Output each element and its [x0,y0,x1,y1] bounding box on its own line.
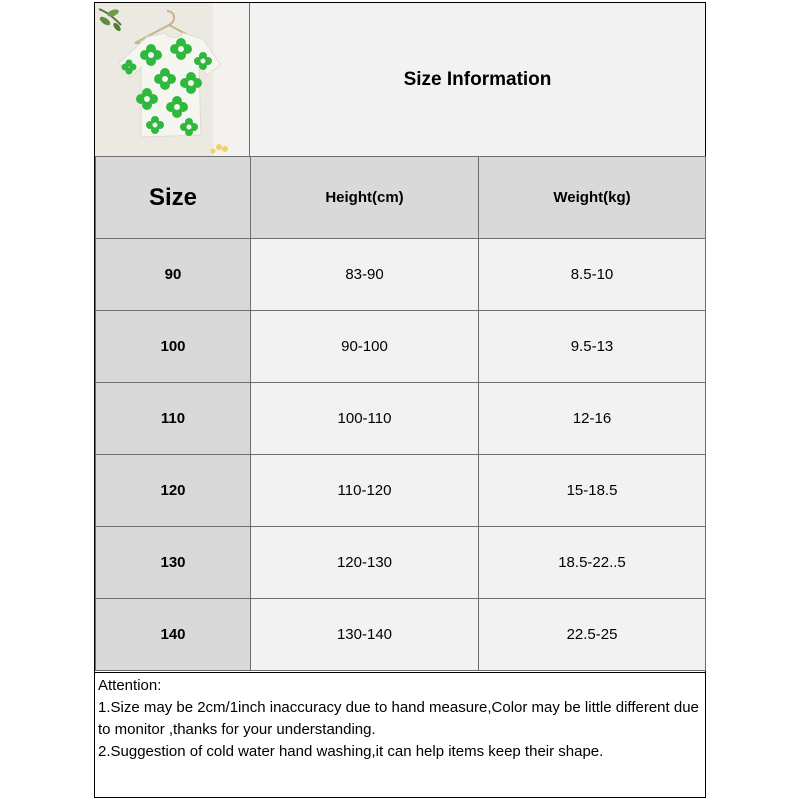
table-row [96,527,706,599]
attention-note-1: 1.Size may be 2cm/1inch inaccuracy due to hand measure,Color may be little different due to monitor ,thanks for your understanding. [98,699,699,738]
header-size: Size [96,157,251,239]
height-cell: 130-140 [251,599,479,671]
table-row [96,455,706,527]
weight-cell: 18.5-22..5 [479,527,706,599]
table-row [96,239,706,311]
page-title: Size Information [403,68,552,90]
height-cell: 120-130 [251,527,479,599]
table-row [96,383,706,455]
weight-cell: 15-18.5 [479,455,706,527]
height-cell: 100-110 [251,383,479,455]
size-cell: 140 [96,599,251,671]
title-cell [250,3,705,156]
product-photo [95,3,250,156]
height-cell: 90-100 [251,311,479,383]
header-height: Height(cm) [251,157,479,239]
size-cell: 90 [96,239,251,311]
size-cell: 130 [96,527,251,599]
table-header-row [96,157,706,239]
size-cell: 110 [96,383,251,455]
weight-cell: 22.5-25 [479,599,706,671]
size-table [95,156,706,671]
attention-notes [95,672,705,797]
header-area [95,3,705,156]
attention-label: Attention: [98,677,162,694]
size-cell: 100 [96,311,251,383]
weight-cell: 12-16 [479,383,706,455]
table-row [96,599,706,671]
product-photo-illustration [95,3,249,156]
size-cell: 120 [96,455,251,527]
table-row [96,311,706,383]
header-weight: Weight(kg) [479,157,706,239]
attention-note-2: 2.Suggestion of cold water hand washing,it can help items keep their shape. [98,743,604,760]
height-cell: 83-90 [251,239,479,311]
weight-cell: 8.5-10 [479,239,706,311]
size-chart-sheet [94,2,706,798]
height-cell: 110-120 [251,455,479,527]
weight-cell: 9.5-13 [479,311,706,383]
